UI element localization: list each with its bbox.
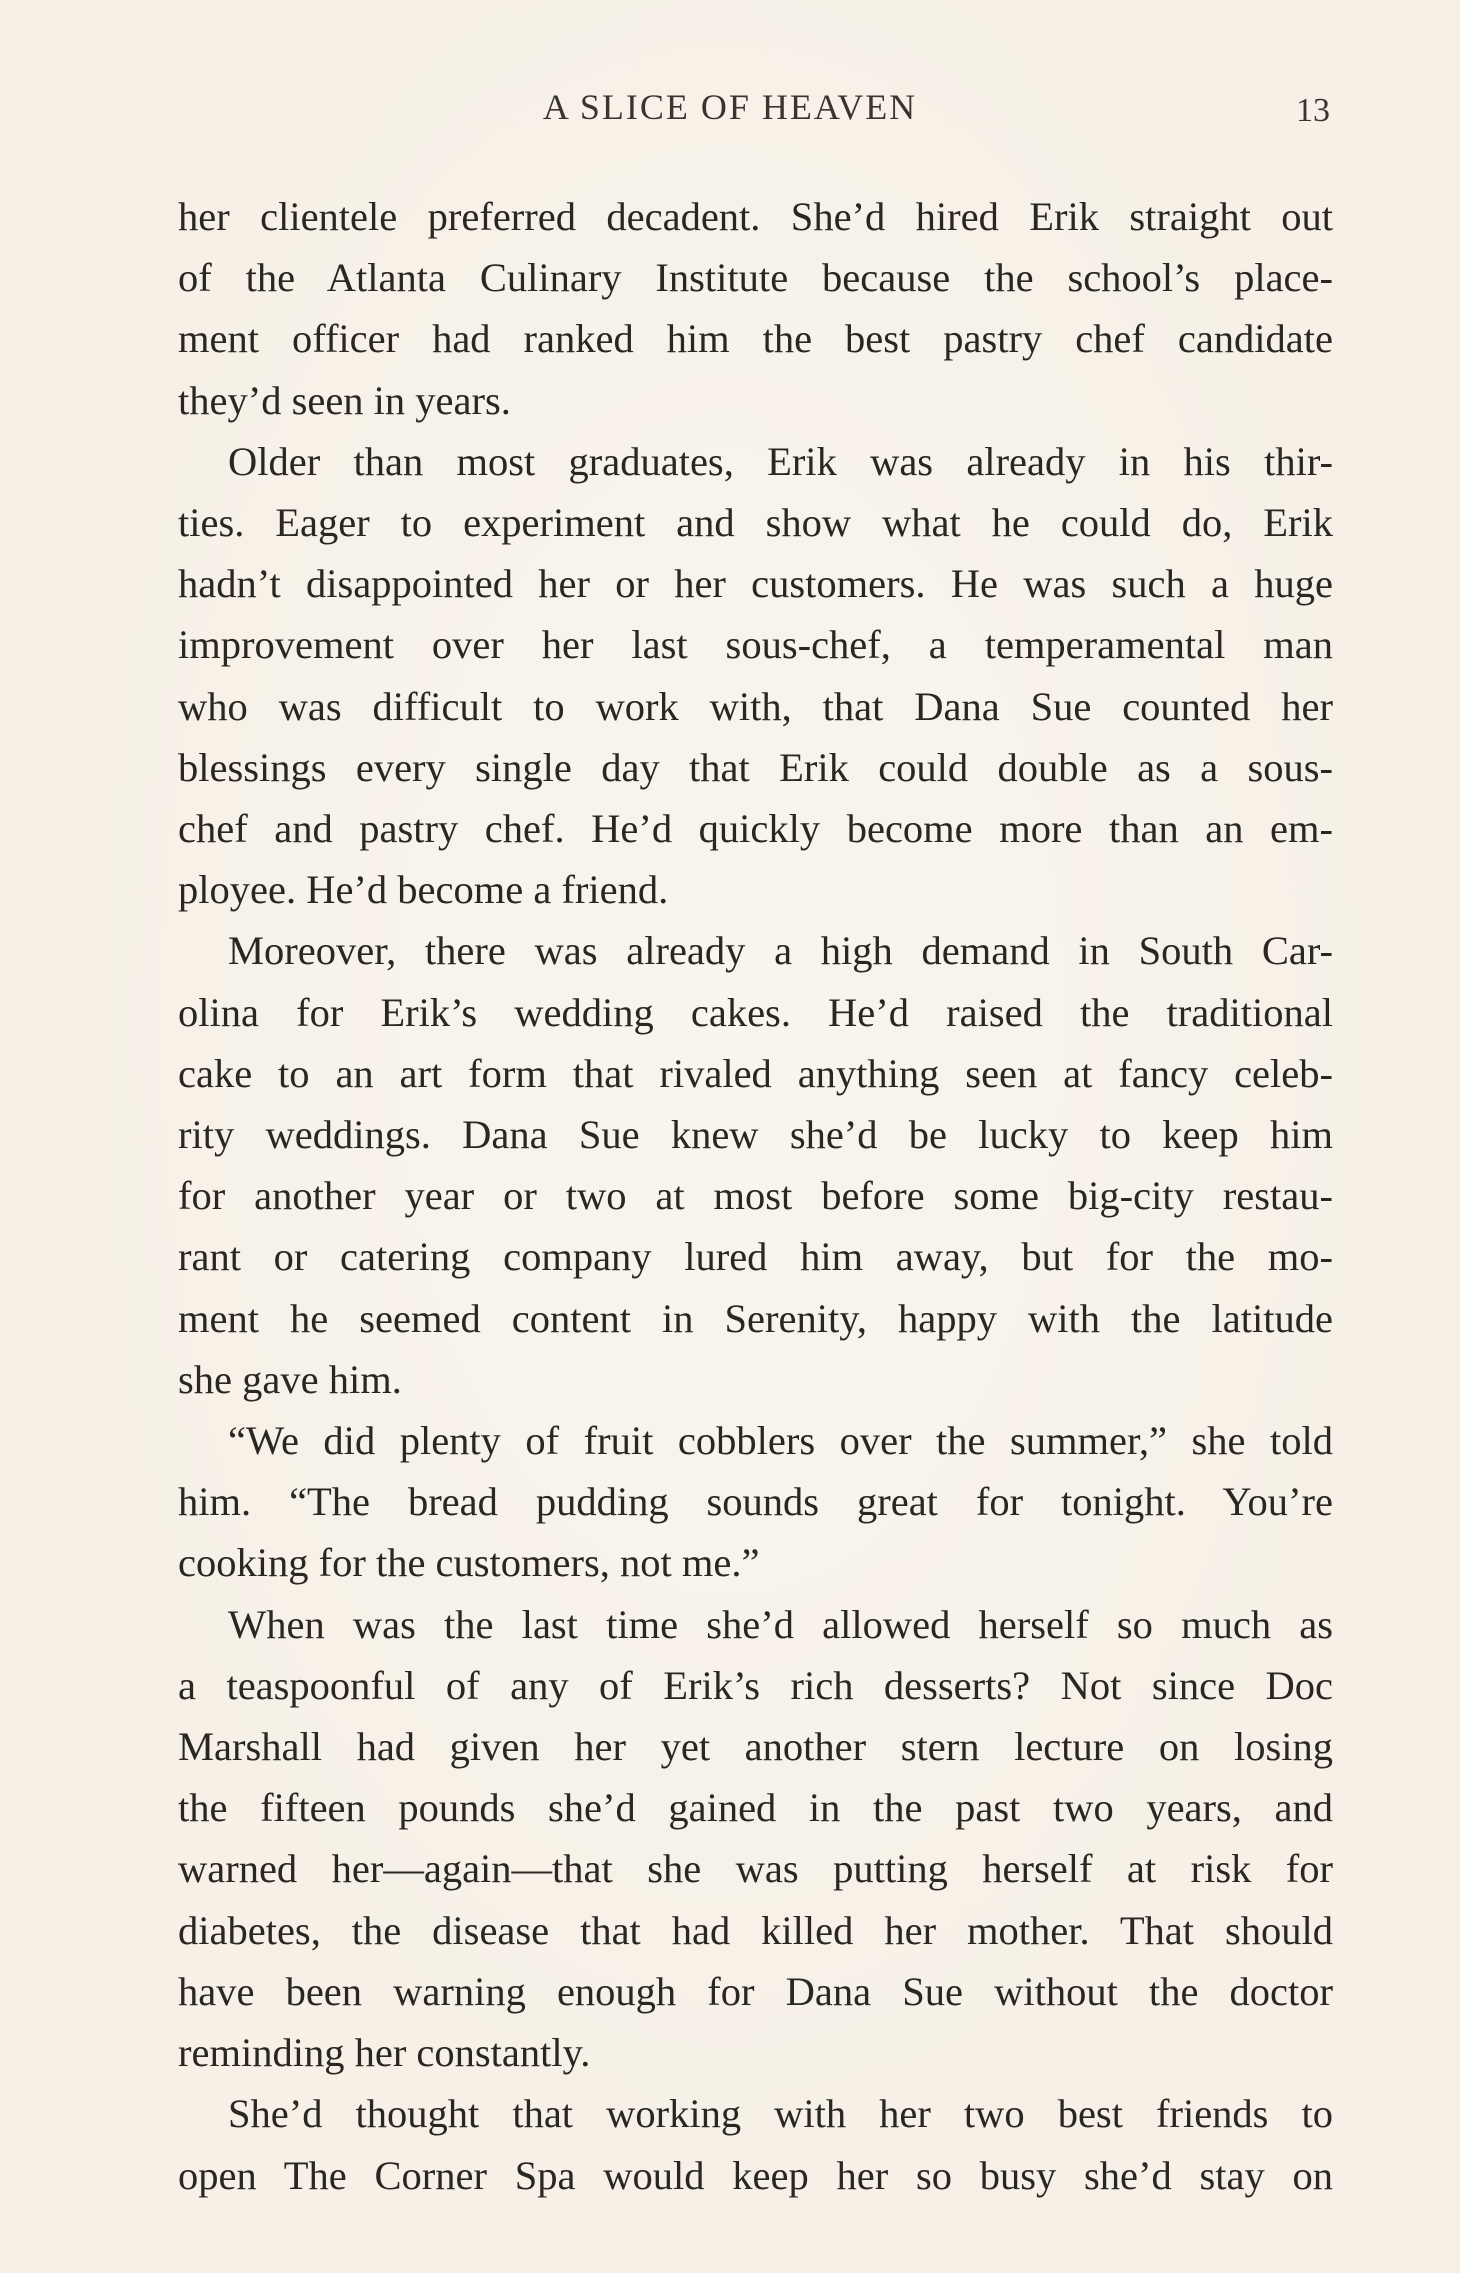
text-line: blessings every single day that Erik could double as a sous- <box>178 744 1333 790</box>
paragraph-3 <box>178 920 1333 1410</box>
body-text <box>178 186 1333 2206</box>
text-line: warned her—again—that she was putting herself at risk for <box>178 1846 1333 1892</box>
text-line: for another year or two at most before some big-city restau- <box>178 1173 1333 1219</box>
text-line: Moreover, there was already a high demand in South Car- <box>228 928 1333 974</box>
running-title: A SLICE OF HEAVEN <box>542 87 918 127</box>
text-line: who was difficult to work with, that Dana Sue counted her <box>178 683 1333 729</box>
text-line: rity weddings. Dana Sue knew she’d be lucky to keep him <box>178 1112 1333 1158</box>
paragraph-5 <box>178 1594 1333 2084</box>
text-line: rant or catering company lured him away, but for the mo- <box>178 1234 1333 1280</box>
text-line: reminding her constantly. <box>178 2030 591 2076</box>
paragraph-6 <box>178 2083 1333 2205</box>
text-line: ties. Eager to experiment and show what he could do, Erik <box>178 500 1333 546</box>
text-line: hadn’t disappointed her or her customers. He was such a huge <box>178 561 1333 607</box>
page-number: 13 <box>1296 92 1330 129</box>
text-line: ment he seemed content in Serenity, happy with the latitude <box>178 1295 1333 1341</box>
text-line: him. “The bread pudding sounds great for tonight. You’re <box>178 1479 1333 1525</box>
paragraph-1 <box>178 186 1333 431</box>
text-line: cake to an art form that rivaled anything seen at fancy celeb- <box>178 1050 1333 1096</box>
text-line: have been warning enough for Dana Sue without the doctor <box>178 1968 1333 2014</box>
text-line: she gave him. <box>178 1356 402 1402</box>
text-line: chef and pastry chef. He’d quickly become more than an em- <box>178 806 1333 852</box>
text-line: olina for Erik’s wedding cakes. He’d raised the traditional <box>178 989 1333 1035</box>
text-line: ployee. He’d become a friend. <box>178 867 669 913</box>
text-line: diabetes, the disease that had killed her mother. That should <box>178 1907 1333 1953</box>
text-line: they’d seen in years. <box>178 377 511 423</box>
text-line: cooking for the customers, not me.” <box>178 1540 760 1586</box>
text-line: her clientele preferred decadent. She’d hired Erik straight out <box>178 194 1333 239</box>
text-line: the fifteen pounds she’d gained in the past two years, and <box>178 1785 1333 1831</box>
paragraph-2 <box>178 431 1333 921</box>
text-line: Older than most graduates, Erik was already in his thir- <box>228 438 1333 484</box>
text-line: open The Corner Spa would keep her so busy she’d stay on <box>178 2152 1333 2198</box>
text-line: Marshall had given her yet another stern lecture on losing <box>178 1724 1333 1770</box>
page-header <box>0 86 1460 146</box>
text-line: She’d thought that working with her two best friends to <box>228 2091 1333 2137</box>
text-line: ment officer had ranked him the best pastry chef candidate <box>178 316 1333 362</box>
text-line: of the Atlanta Culinary Institute because the school’s place- <box>178 255 1333 301</box>
text-line: improvement over her last sous-chef, a temperamental man <box>178 622 1333 668</box>
text-line: When was the last time she’d allowed herself so much as <box>228 1601 1333 1647</box>
paragraph-4 <box>178 1410 1333 1594</box>
text-line: “We did plenty of fruit cobblers over the summer,” she told <box>228 1418 1333 1464</box>
text-line: a teaspoonful of any of Erik’s rich desserts? Not since Doc <box>178 1662 1333 1708</box>
